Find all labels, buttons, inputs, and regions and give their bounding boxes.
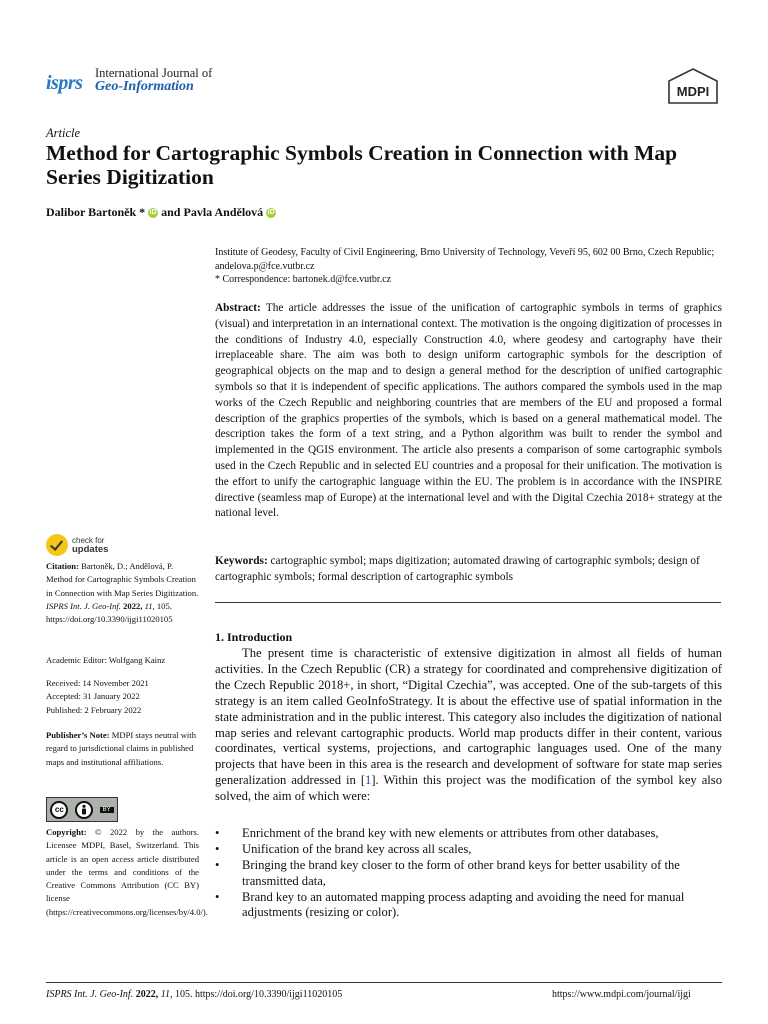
author-and: and <box>161 205 181 219</box>
keywords <box>215 554 722 586</box>
article-title: Method for Cartographic Symbols Creation in Connection with Map Series Digitization <box>46 141 678 189</box>
date-published: Published: 2 February 2022 <box>46 704 142 715</box>
mdpi-logo-text: MDPI <box>676 84 710 99</box>
copyright-block: Copyright: © 2022 by the authors. Licensee MDPI, Basel, Switzerland. This article is an open access article distributed under the terms and conditions of the Creative Commons Attribution (CC BY) license (https://creativecommons.org/licenses/by/4.0/). <box>46 827 208 917</box>
affiliation-block <box>215 246 725 287</box>
journal-name-line2: Geo-Information <box>95 79 194 94</box>
abstract <box>215 301 722 522</box>
list-item: • Bringing the brand key closer to the form of other brand keys for better usability of the transmitted data, <box>215 858 722 889</box>
footer-divider <box>46 982 722 983</box>
by-label: BY <box>100 807 114 813</box>
correspondence-text: * Correspondence: bartonek.d@fce.vutbr.cz <box>215 274 392 285</box>
footer-journal-url[interactable]: https://www.mdpi.com/journal/ijgi <box>552 989 691 1000</box>
citation-block: Citation: Bartoněk, D.; Andělová, P. Method for Cartographic Symbols Creation in Connection with Map Series Digitization. ISPRS Int. J. Geo-Inf. 2022, 11, 105. https://doi.org/10.3390/ijgi11020105 <box>46 561 199 625</box>
list-item: • Enrichment of the brand key with new elements or attributes from other databases, <box>215 826 722 842</box>
attribution-person-icon <box>75 801 93 819</box>
check-for-updates-badge[interactable]: check for updates <box>46 534 108 556</box>
isprs-logo: isprs <box>46 72 83 94</box>
keywords-text: cartographic symbol; maps digitization; automated drawing of cartographic symbols; design of cartographic symbols; formal description of cartographic symbols <box>215 555 700 583</box>
publishers-note: Publisher’s Note: MDPI stays neutral with regard to jurisdictional claims in published maps and institutional affiliations. <box>46 730 196 767</box>
author-2[interactable]: Pavla Andělová <box>183 205 264 219</box>
academic-editor: Academic Editor: Wolfgang Kainz <box>46 655 166 665</box>
citation-doi[interactable]: 105. https://doi.org/10.3390/ijgi11020105 <box>46 600 173 625</box>
divider <box>215 602 721 603</box>
list-item: • Brand key to an automated mapping process adapting and avoiding the need for manual adjustments (resizing or color). <box>215 890 722 921</box>
affiliation-text: Institute of Geodesy, Faculty of Civil Engineering, Brno University of Technology, Veveří 95, 602 00 Brno, Czech Republic; andelova.p@fce.vutbr.cz <box>215 247 715 272</box>
orcid-icon[interactable]: iD <box>149 208 157 216</box>
orcid-icon[interactable]: iD <box>267 208 275 216</box>
footer-doi-link[interactable]: 105. https://doi.org/10.3390/ijgi11020105 <box>174 989 343 1000</box>
journal-name-line1: International Journal of <box>95 66 213 80</box>
date-received: Received: 14 November 2021 <box>46 678 149 688</box>
abstract-label: Abstract: <box>215 302 261 314</box>
introduction-paragraph: The present time is characteristic of extensive digitization in almost all fields of human activities. In the Czech Republic (CR) a strategy for coordinated and comprehensive digitization of the Czech Republic 2018+, in short, “Digital Czechia”, was accepted. One of the sub-targets of this strategy is an item called GeoInfoStrategy. It is about the effective use of spatial information in the state administration and in the public interest. This category also includes the digitization of national map series and relevant cartographic products. World map products differ in their content, various coordinates, vertical systems, projections, and cartographic languages used. One of the many projects that have been in this area is the research and development of software for state map series generalization addressed in [1]. Within this project was the modification of the symbol key also solved, the aim of which were: <box>215 646 723 804</box>
reference-link[interactable]: 1 <box>365 773 372 788</box>
author-list <box>46 205 276 220</box>
publication-dates <box>46 677 199 717</box>
author-1[interactable]: Dalibor Bartoněk * <box>46 205 146 219</box>
cc-by-license-badge[interactable] <box>46 797 118 822</box>
aim-list <box>215 826 722 922</box>
section-heading-introduction: 1. Introduction <box>215 630 293 644</box>
creative-commons-icon: cc <box>50 801 68 819</box>
keywords-label: Keywords: <box>215 555 268 567</box>
footer-citation: ISPRS Int. J. Geo-Inf. 2022, 11, 105. https://doi.org/10.3390/ijgi11020105 <box>46 989 343 1000</box>
mdpi-logo <box>666 68 720 104</box>
list-item: • Unification of the brand key across all scales, <box>215 842 722 858</box>
checkmark-icon <box>46 534 68 556</box>
abstract-text: The article addresses the issue of the unification of cartographic symbols in terms of graphics (visual) and interpretation in an international context. The motivation is the ongoing digitization of processes in the conditions of Industry 4.0, especially Construction 4.0, where geodesy and cartography have their irreplaceable share. The aim was both to design uniform cartographic symbols for the description of geographical objects on the map and to design a general method for the description of unified cartographic symbols so that it is independent of specific applications. The authors compared the symbols used in the map works of the Czech Republic and neighboring countries that are members of the EU and proposed a formal description of the graphics properties of the symbols, which is based on a general mathematical model. The description takes the form of a text string, and a Python algorithm was built to render the symbol and implemented in the QGIS environment. The article also presents a comparison of some cartographic symbols used in the Czech Republic and in selected EU countries and a proposal for their unification. The motivation is the effort to unify the cartographic language within the EU. The problem is in accordance with the INSPIRE directive (seamless map of Europe) at the international level and with the Digital Czechia 2018+ strategy at the national level. <box>215 302 722 520</box>
article-type: Article <box>46 126 81 140</box>
date-accepted: Accepted: 31 January 2022 <box>46 691 140 702</box>
